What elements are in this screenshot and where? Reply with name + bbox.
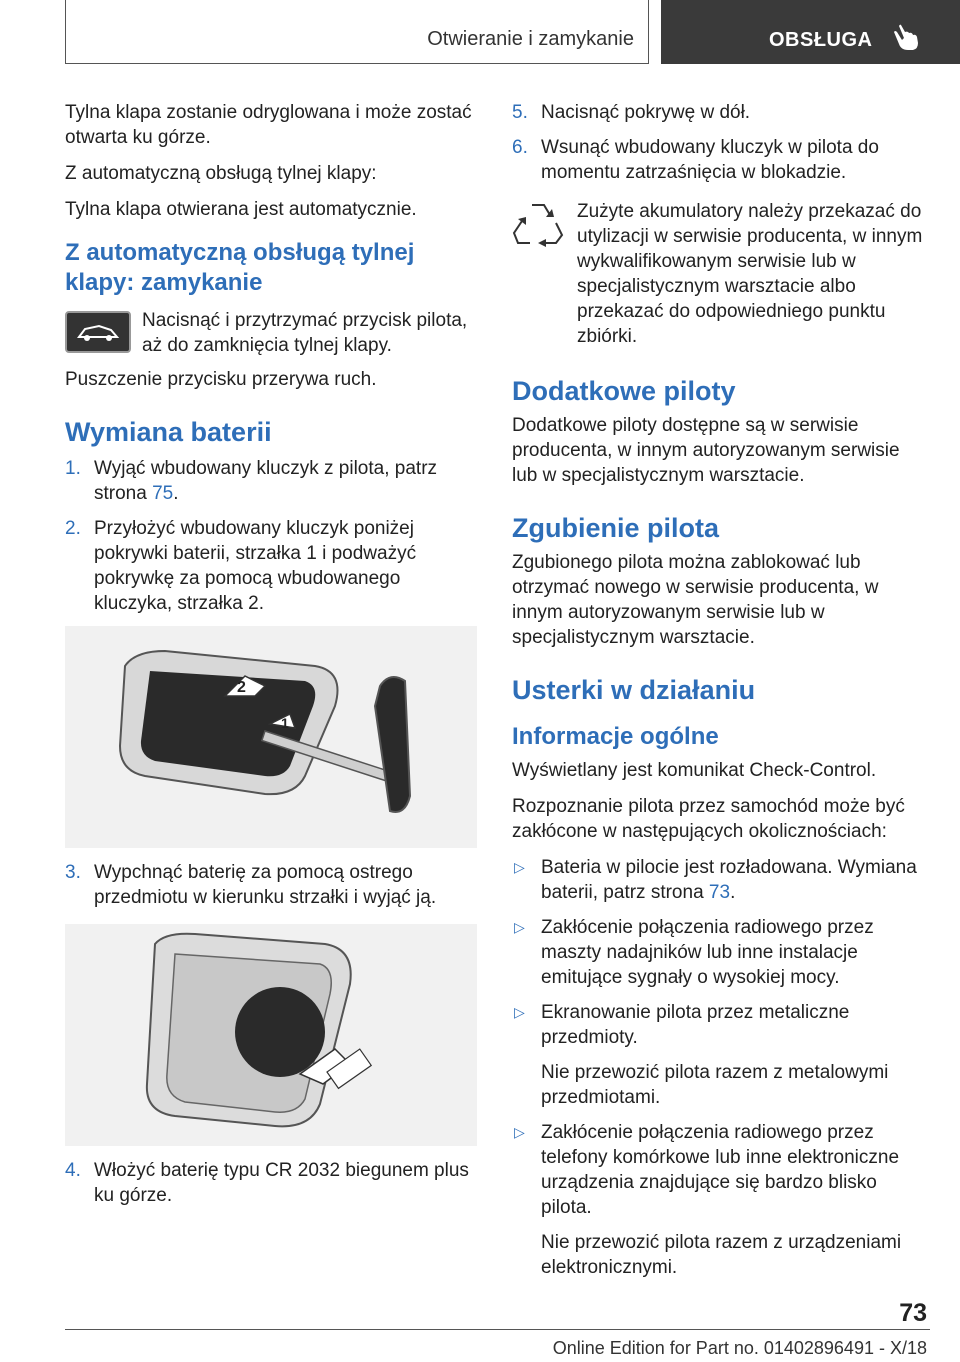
step-text: Wyjąć wbudowany kluczyk z pilota, patrz strona bbox=[94, 458, 438, 504]
heading-tailgate-close: Z automatyczną obsługą tylnej klapy: zamykanie bbox=[65, 239, 415, 296]
figure-label-2: 2 bbox=[237, 679, 246, 696]
step-5 bbox=[512, 100, 928, 125]
step-number: 5. bbox=[512, 102, 528, 123]
page-link[interactable]: 73 bbox=[708, 882, 731, 903]
car-tailgate-button-icon bbox=[65, 311, 131, 353]
triangle-bullet-icon: ▷ bbox=[514, 859, 525, 875]
paragraph: Puszczenie przycisku przerywa ruch. bbox=[65, 369, 377, 390]
step-number: 3. bbox=[65, 862, 81, 883]
bullet-text: Ekranowanie pilota przez metaliczne przedmioty. bbox=[541, 1002, 850, 1048]
key-fob-cover-figure bbox=[65, 626, 477, 848]
bullet-text: Bateria w pilocie jest rozładowana. Wymiana baterii, patrz strona bbox=[541, 857, 917, 903]
tailgate-close-text: Nacisnąć i przytrzymać przycisk pilota, aż do zamknięcia tylnej klapy. bbox=[142, 310, 468, 356]
header-chapter-box bbox=[661, 0, 960, 64]
triangle-bullet-icon: ▷ bbox=[514, 1124, 525, 1140]
bullet-text: Zakłócenie połączenia radiowego przez telefony komórkowe lub inne elektroniczne urządzenia znajdujące się bardzo blisko pilota. bbox=[541, 1122, 900, 1218]
paragraph: Z automatyczną obsługą tylnej klapy: bbox=[65, 163, 377, 184]
hand-pointer-icon bbox=[893, 24, 919, 52]
step-number: 6. bbox=[512, 137, 528, 158]
paragraph: Dodatkowe piloty dostępne są w serwisie producenta, w innym autoryzowanym serwisie lub w specjalistycznym warsztacie. bbox=[512, 415, 900, 486]
step-number: 1. bbox=[65, 458, 81, 479]
heading-lost-remote: Zgubienie pilota bbox=[512, 513, 719, 543]
list-item bbox=[512, 915, 928, 990]
triangle-bullet-icon: ▷ bbox=[514, 1004, 525, 1020]
step-text: Przyłożyć wbudowany kluczyk poniżej pokrywki baterii, strzałka 1 i podważyć pokrywkę za pomocą wbudowanego kluczyka, strzałka 2. bbox=[94, 518, 417, 614]
header-section-box bbox=[65, 0, 649, 64]
step-2 bbox=[65, 516, 477, 616]
figure-label-1: 1 bbox=[281, 715, 289, 731]
left-column bbox=[65, 100, 477, 1218]
paragraph: Rozpoznanie pilota przez samochód może być zakłócone w następujących okolicznościach: bbox=[512, 796, 905, 842]
tailgate-button-note bbox=[65, 308, 477, 358]
step-number: 4. bbox=[65, 1160, 81, 1181]
bullet-subtext: Nie przewozić pilota razem z metalowymi przedmiotami. bbox=[541, 1062, 889, 1108]
header-section-title: Otwieranie i zamykanie bbox=[427, 28, 634, 50]
list-item bbox=[512, 855, 928, 905]
footer-divider bbox=[65, 1329, 930, 1330]
recycling-text: Zużyte akumulatory należy przekazać do utylizacji w serwisie producenta, w innym wykwalifikowanym serwisie lub w specjalistycznym warsztacie albo przekazać do odpowiedniego punktu zbiórki. bbox=[577, 201, 923, 347]
step-text: Nacisnąć pokrywę w dół. bbox=[541, 102, 751, 123]
step-text: Włożyć baterię typu CR 2032 biegunem plus ku górze. bbox=[94, 1160, 469, 1206]
list-item bbox=[512, 1000, 928, 1110]
step-text-end: . bbox=[173, 483, 179, 504]
bullet-text-end: . bbox=[730, 882, 736, 903]
battery-removal-figure bbox=[65, 924, 477, 1146]
edition-info: Online Edition for Part no. 01402896491 - X/18 bbox=[552, 1338, 927, 1358]
list-item bbox=[512, 1120, 928, 1280]
heading-extra-remotes: Dodatkowe piloty bbox=[512, 376, 736, 406]
step-1 bbox=[65, 456, 477, 506]
page-link[interactable]: 75 bbox=[152, 483, 174, 504]
step-text: Wsunąć wbudowany kluczyk w pilota do momentu zatrzaśnięcia w blokadzie. bbox=[541, 137, 879, 183]
bullet-subtext: Nie przewozić pilota razem z urządzeniami elektronicznymi. bbox=[541, 1232, 902, 1278]
paragraph: Wyświetlany jest komunikat Check-Control. bbox=[512, 760, 877, 781]
triangle-bullet-icon: ▷ bbox=[514, 919, 525, 935]
key-fob-cover-illustration bbox=[65, 626, 477, 848]
paragraph: Tylna klapa zostanie odryglowana i może zostać otwarta ku górze. bbox=[65, 102, 472, 148]
heading-malfunctions: Usterki w działaniu bbox=[512, 675, 756, 705]
battery-removal-illustration bbox=[65, 924, 477, 1146]
heading-battery-replacement: Wymiana baterii bbox=[65, 417, 272, 447]
step-6 bbox=[512, 135, 928, 185]
step-4 bbox=[65, 1158, 477, 1208]
recycle-icon bbox=[512, 199, 564, 247]
paragraph: Tylna klapa otwierana jest automatycznie. bbox=[65, 199, 417, 220]
right-column bbox=[512, 100, 928, 1290]
step-number: 2. bbox=[65, 518, 81, 539]
bullet-text: Zakłócenie połączenia radiowego przez maszty nadajników lub inne instalacje emitujące sygnały o wysokiej mocy. bbox=[541, 917, 874, 988]
header-chapter-title: OBSŁUGA bbox=[769, 29, 873, 51]
heading-general-info: Informacje ogólne bbox=[512, 723, 719, 750]
recycling-note bbox=[512, 199, 928, 349]
step-3 bbox=[65, 860, 477, 910]
step-text: Wypchnąć baterię za pomocą ostrego przedmiotu w kierunku strzałki i wyjąć ją. bbox=[94, 862, 437, 908]
paragraph: Zgubionego pilota można zablokować lub otrzymać nowego w serwisie producenta, w innym autoryzowanym serwisie lub w specjalistycznym warsztacie. bbox=[512, 552, 879, 648]
page-number: 73 bbox=[899, 1299, 927, 1327]
